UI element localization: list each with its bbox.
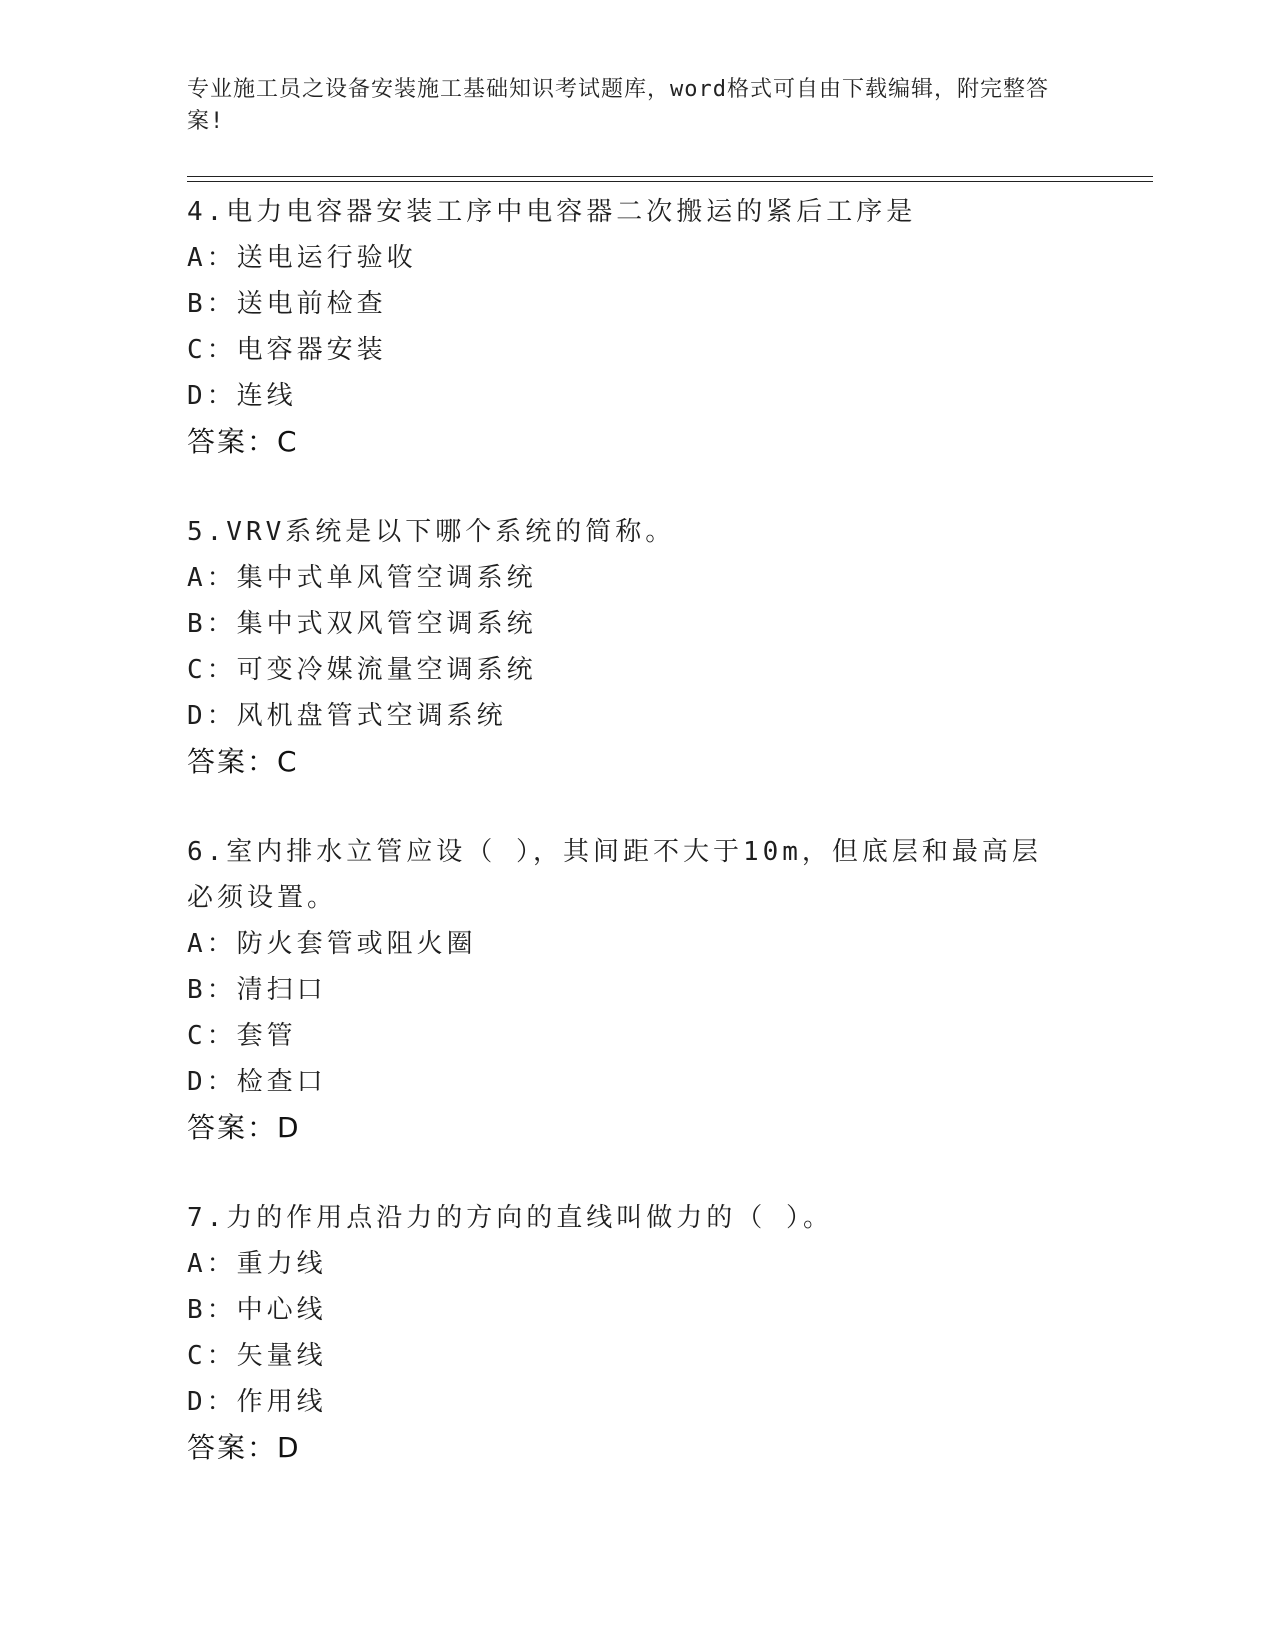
option-b: B：中心线 (187, 1295, 327, 1325)
option-a: A：防火套管或阻火圈 (187, 929, 477, 959)
answer-line: 答案：C (187, 745, 299, 778)
answer-line: 答案：C (187, 425, 299, 458)
option-b: B：送电前检查 (187, 289, 387, 319)
question-4 (187, 189, 1087, 465)
option-a: A：重力线 (187, 1249, 327, 1279)
option-d: D：连线 (187, 381, 297, 411)
question-list (187, 189, 1087, 1515)
option-c: C：可变冷媒流量空调系统 (187, 655, 537, 685)
option-b: B：清扫口 (187, 975, 327, 1005)
question-5 (187, 509, 1087, 785)
option-c: C：套管 (187, 1021, 297, 1051)
option-d: D：检查口 (187, 1067, 327, 1097)
option-c: C：矢量线 (187, 1341, 327, 1371)
option-d: D：作用线 (187, 1387, 327, 1417)
question-stem: 6.室内排水立管应设（ ），其间距不大于10m，但底层和最高层必须设置。 (187, 837, 1042, 913)
question-stem: 7.力的作用点沿力的方向的直线叫做力的（ ）。 (187, 1203, 833, 1233)
option-b: B：集中式双风管空调系统 (187, 609, 537, 639)
option-d: D：风机盘管式空调系统 (187, 701, 507, 731)
document-intro: 专业施工员之设备安装施工基础知识考试题库，word格式可自由下载编辑，附完整答案! (187, 77, 1049, 134)
option-a: A：送电运行验收 (187, 243, 417, 273)
option-a: A：集中式单风管空调系统 (187, 563, 537, 593)
answer-line: 答案：D (187, 1431, 301, 1464)
header-divider-top (187, 176, 1153, 177)
question-stem: 5.VRV系统是以下哪个系统的简称。 (187, 517, 676, 547)
question-6 (187, 829, 1087, 1151)
question-stem: 4.电力电容器安装工序中电容器二次搬运的紧后工序是 (187, 197, 917, 227)
header-divider-bottom (187, 181, 1153, 182)
answer-line: 答案：D (187, 1111, 301, 1144)
question-7 (187, 1195, 1087, 1471)
option-c: C：电容器安装 (187, 335, 387, 365)
